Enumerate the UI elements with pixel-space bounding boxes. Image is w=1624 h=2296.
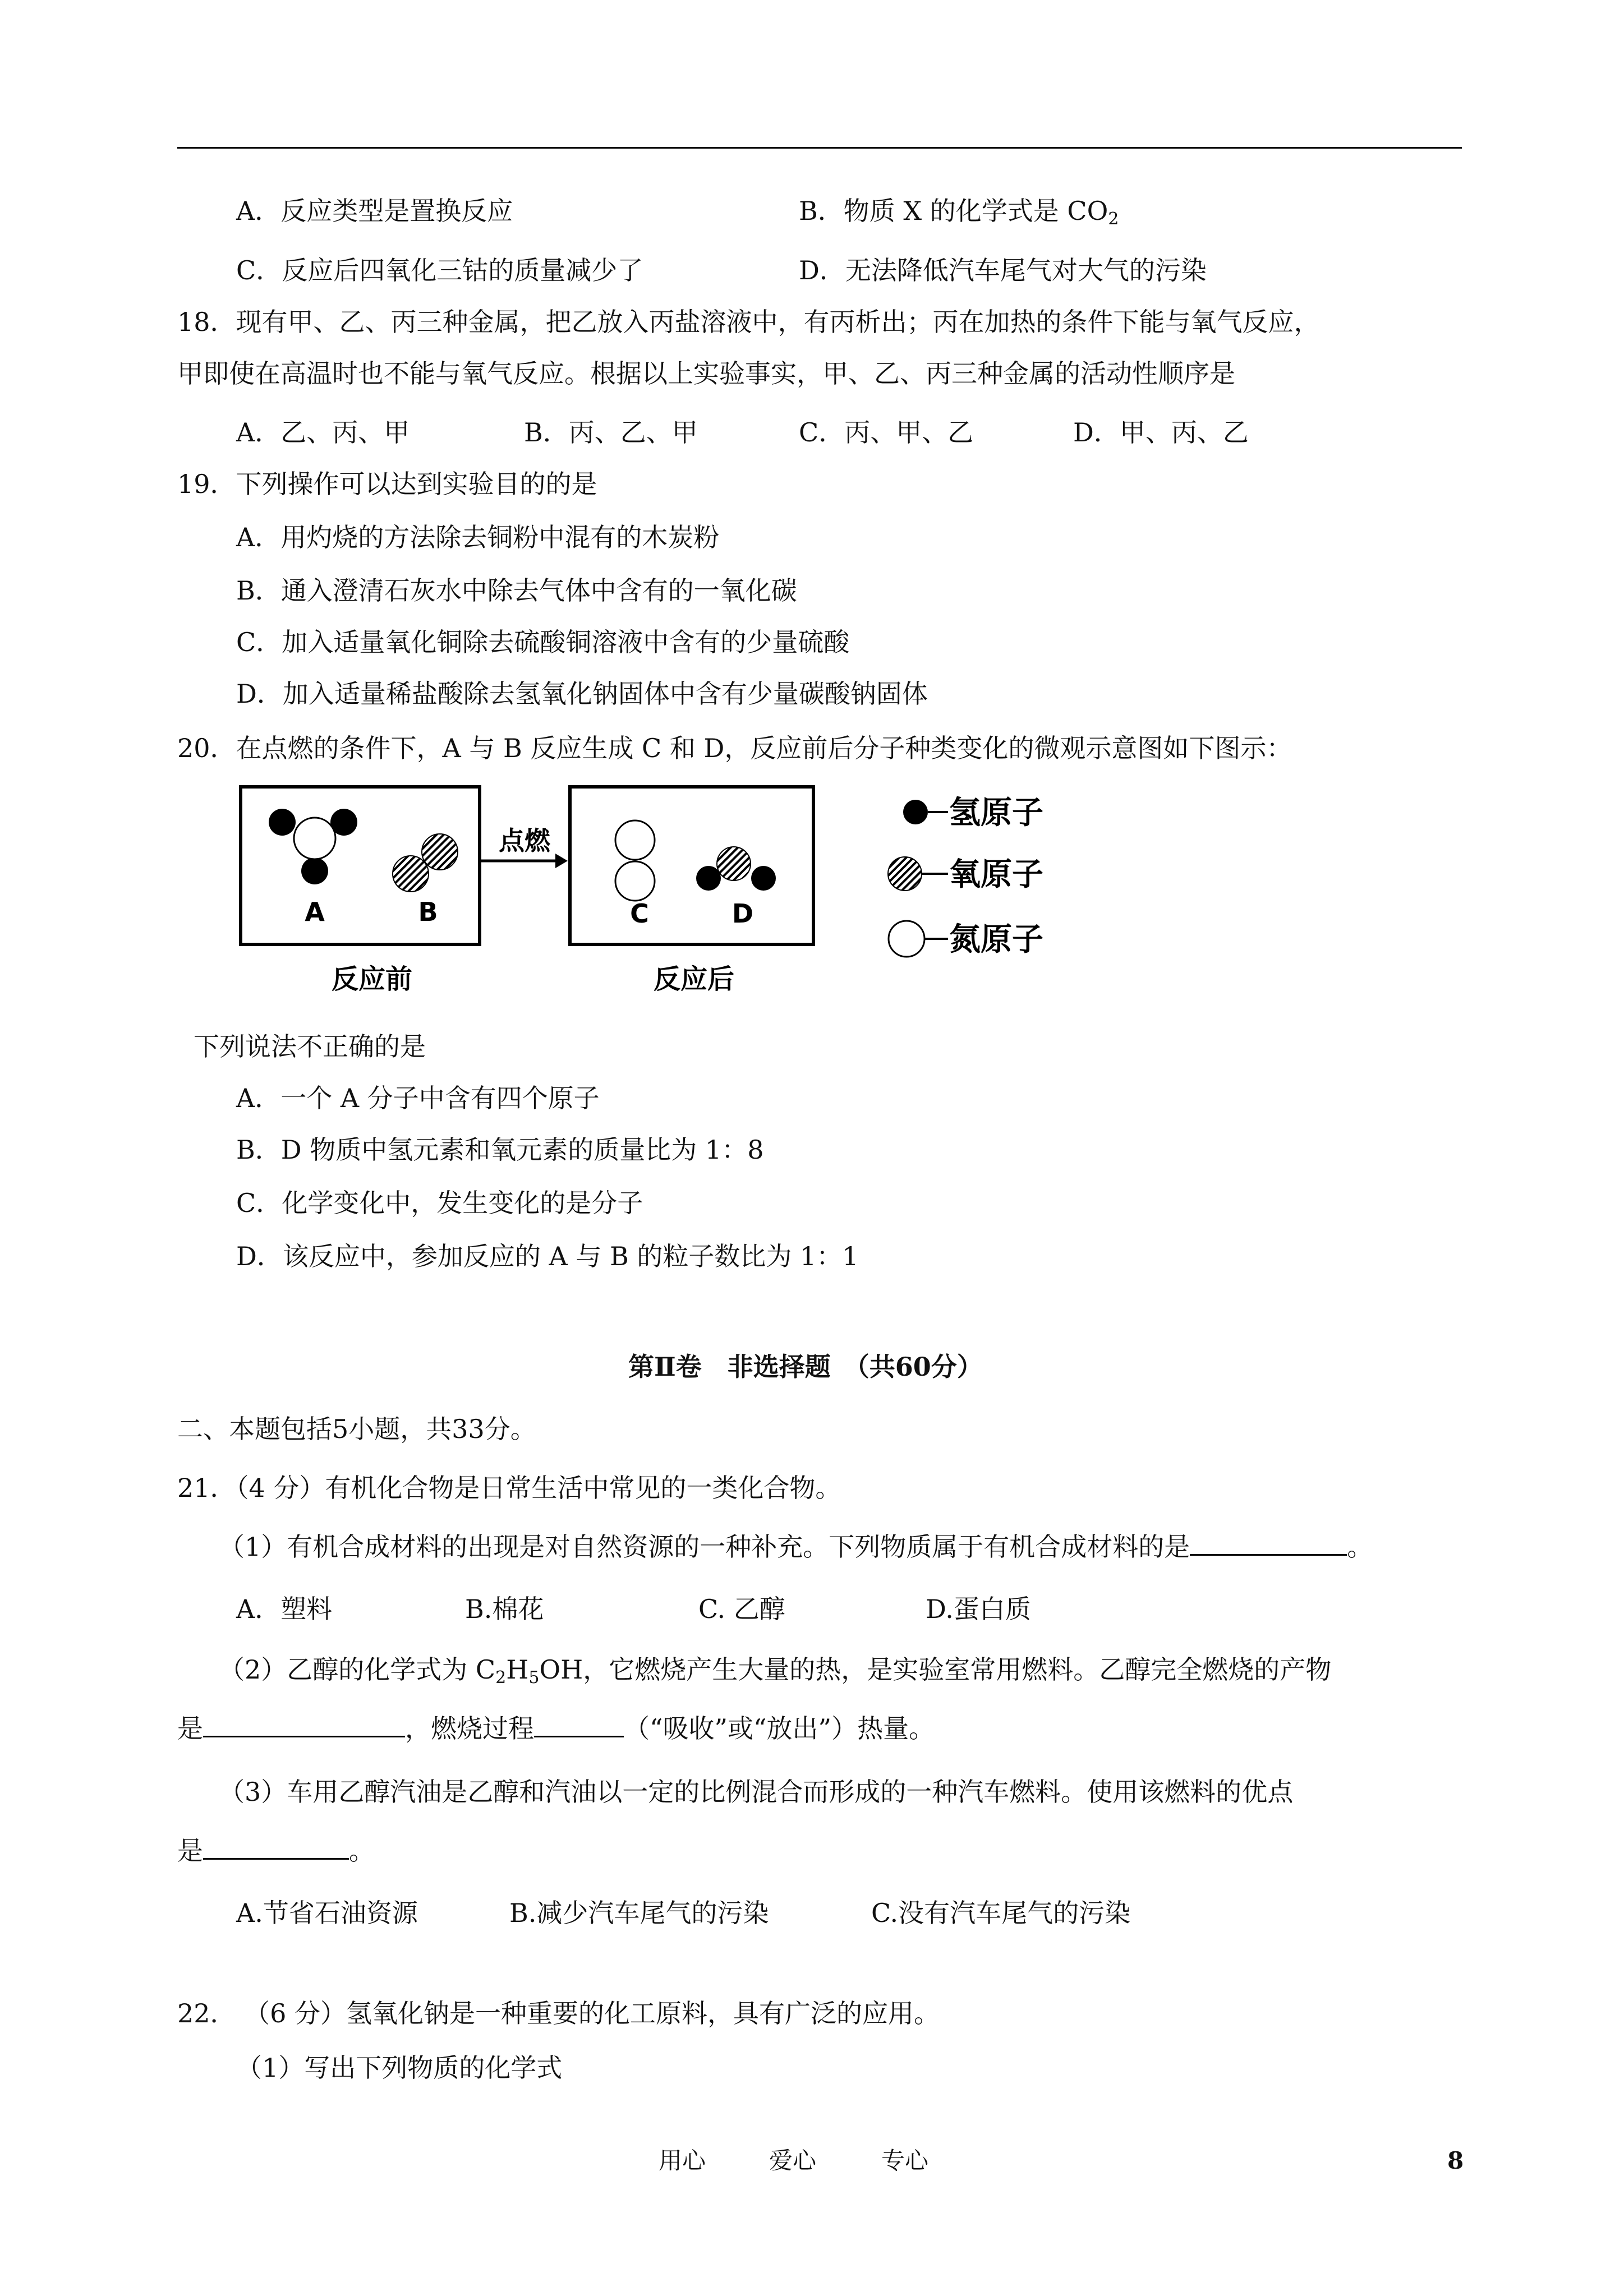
footer-motto-3: 专心 [881,2147,929,2174]
q19-option-b: B．通入澄清石灰水中除去气体中含有的一氧化碳 [236,575,797,606]
q18-option-c: C．丙、甲、乙 [799,417,974,448]
label-c: C [630,898,649,929]
q21-part3-line2: 是 。 [177,1836,375,1866]
q21-p1-option-a: A．塑料 [236,1594,333,1624]
label-a: A [305,897,325,927]
q21-p1-option-c: C. 乙醇 [698,1594,785,1624]
page-number: 8 [1447,2147,1464,2174]
q19-option-d: D．加入适量稀盐酸除去氢氧化钠固体中含有少量碳酸钠固体 [236,679,928,709]
q21-p1-option-b: B.棉花 [465,1594,544,1624]
footer-motto-1: 用心 [659,2147,706,2174]
q21-part2: （2）乙醇的化学式为 $C_2H_5OH$，它燃烧产生大量的热，是实验室常用燃料。乙醇完全燃烧的产物 [219,1654,1332,1688]
q21-part3: （3）车用乙醇汽油是乙醇和汽油以一定的比例混合而形成的一种汽车燃料。使用该燃料的优点 [219,1777,1294,1807]
svg-text:氧原子: 氧原子 [949,856,1043,893]
section-title: 第Ⅱ卷 非选择题 （共60分） [628,1352,983,1382]
q20-stem: 20．在点燃的条件下，A 与 B 反应生成 C 和 D，反应前后分子种类变化的微观示意图如下图示： [177,733,1292,763]
hydrogen-atom-icon [903,800,928,824]
answer-blank[interactable] [1190,1532,1347,1556]
nitrogen-atom-icon [889,921,924,957]
q19-option-c: C．加入适量氧化铜除去硫酸铜溶液中含有的少量硫酸 [236,627,850,657]
q20-option-b: B．D 物质中氢元素和氧元素的质量比为 1：8 [236,1135,764,1165]
q21-p3-option-c: C.没有汽车尾气的污染 [871,1898,1131,1928]
q17-option-a: A．反应类型是置换反应 [236,196,513,226]
q17-option-d: D．无法降低汽车尾气对大气的污染 [799,255,1207,285]
after-label: 反应后 [653,963,735,995]
before-label: 反应前 [331,963,413,995]
molecule-c [615,820,655,901]
q19-option-a: A．用灼烧的方法除去铜粉中混有的木炭粉 [236,522,720,552]
header-rule [177,147,1462,149]
legend-oxygen [888,856,1043,893]
q22-stem: 22． （6 分）氢氧化钠是一种重要的化工原料，具有广泛的应用。 [177,1998,940,2028]
q21-p3-option-b: B.减少汽车尾气的污染 [509,1898,769,1928]
q21-part2-line2: 是 ，燃烧过程 （“吸收”或“放出”）热量。 [177,1713,935,1744]
condition-label: 点燃 [499,826,550,856]
q19-stem: 19．下列操作可以达到实验目的的是 [177,469,597,499]
q20-option-c: C．化学变化中，发生变化的是分子 [236,1188,643,1218]
q18-option-d: D．甲、丙、乙 [1073,417,1249,448]
answer-blank[interactable] [203,1713,405,1737]
q21-stem: 21．（4 分）有机化合物是日常生活中常见的一类化合物。 [177,1473,841,1503]
footer-motto-2: 爱心 [769,2147,817,2174]
q18-stem-line2: 甲即使在高温时也不能与氧气反应。根据以上实验事实，甲、乙、丙三种金属的活动性顺序是 [177,358,1235,389]
after-box [570,787,813,944]
oxygen-atom-icon [888,857,922,891]
molecule-b [393,834,458,892]
q21-p3-option-a: A.节省石油资源 [236,1898,418,1928]
q21-part1: （1）有机合成材料的出现是对自然资源的一种补充。下列物质属于有机合成材料的是 。 [219,1532,1373,1562]
legend-nitrogen [889,921,1043,958]
legend-hydrogen [903,795,1043,831]
q17-option-b: B．物质 X 的化学式是 $CO_2$ [799,196,1119,229]
reaction-diagram [224,774,1122,1009]
answer-blank[interactable] [534,1713,624,1737]
q20-option-d: D．该反应中，参加反应的 A 与 B 的粒子数比为 1：1 [236,1241,859,1271]
q17-option-c: C．反应后四氧化三钴的质量减少了 [236,255,643,285]
q18-option-b: B．丙、乙、甲 [524,417,698,448]
q22-part1: （1）写出下列物质的化学式 [236,2053,563,2083]
molecule-a [269,809,357,884]
q18-stem-line1: 18．现有甲、乙、丙三种金属，把乙放入丙盐溶液中，有丙析出；丙在加热的条件下能与氧气反应， [177,307,1320,337]
q18-option-a: A．乙、丙、甲 [236,417,410,448]
svg-text:氮原子: 氮原子 [949,921,1043,958]
answer-blank[interactable] [203,1836,349,1860]
section-intro: 二、本题包括5小题，共33分。 [177,1414,536,1444]
molecule-d [696,847,776,891]
label-d: D [732,898,754,929]
label-b: B [418,897,438,927]
q20-prompt: 下列说法不正确的是 [194,1031,426,1062]
q20-option-a: A．一个 A 分子中含有四个原子 [236,1083,600,1113]
svg-text:氢原子: 氢原子 [949,795,1043,831]
q21-p1-option-d: D.蛋白质 [926,1594,1031,1624]
